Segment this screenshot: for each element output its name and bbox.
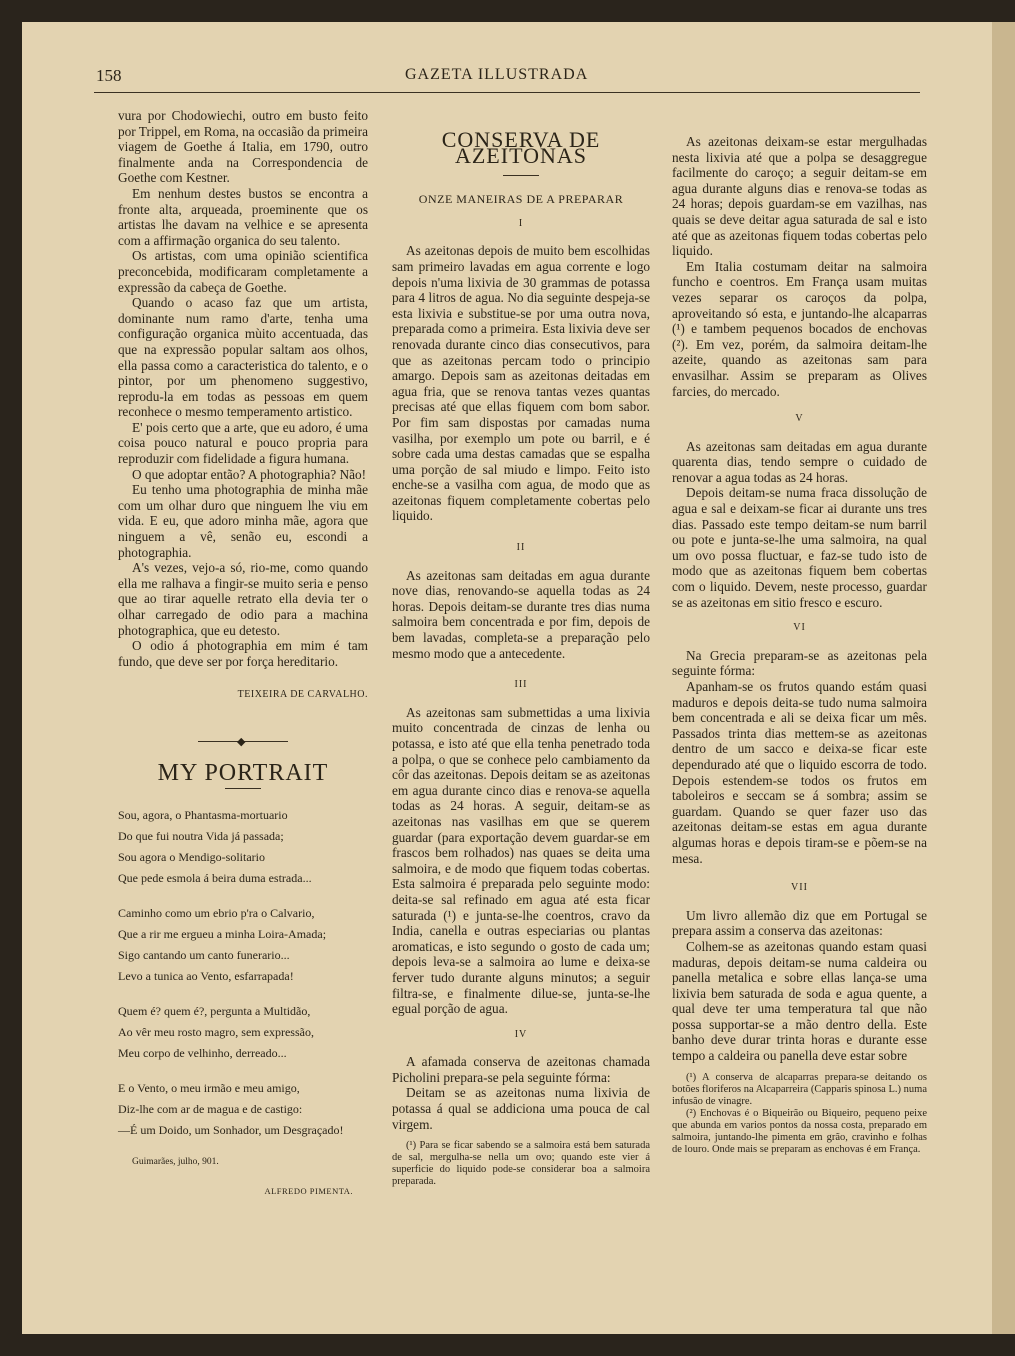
paragraph: As azeitonas deixam-se estar mergulhadas nesta lixivia até que a polpa se desaggregue facilmente do caroço; a seguir deitam-se em agua durante alguns dias e renova-se todas as 24 horas; depois guardam-se em vazilhas, nas quais se deve deitar agua saturada de sal e isto até que as azeitonas fiquem todas cobertas pelo liquido. (672, 134, 927, 259)
article-title: CONSERVA DE AZEITONAS (441, 127, 601, 168)
poem-line: Ao vêr meu rosto magro, sem expressão, (118, 1024, 314, 1039)
footnote-text: (¹) A conserva de alcaparras prepara-se deitando os botões floriferos na Alcaparreira (Capparis spinosa L.) numa infusão de vinagre. (672, 1071, 927, 1107)
page-number: 158 (96, 66, 122, 85)
column-left (118, 108, 368, 1200)
section-number: VI (793, 622, 806, 634)
section-number: I (518, 217, 524, 229)
poem-line: Do que fui noutra Vida já passada; (118, 828, 284, 843)
paragraph: As azeitonas depois de muito bem escolhidas sam primeiro lavadas em agua corrente e logo depois n'uma lixivia de 30 grammas de potassa para 4 litros de agua. No dia seguinte despeja-se esta lixivia e substitue-se por uma outra nova, preparada como a primeira. Esta lixivia deve ser renovada durante cinco dias consecutivos, para que as azeitonas percam todo o principio amargo. Depois sam as azeitonas deitadas em agua fria, que se renova tantas vezes quantas precisas até que ellas fiquem com bom sabor. Por fim sam dispostas por camadas numa vasilha, por exemplo um pote ou barril, e é sobre cada uma destas camadas que se espalha uma porção de sal miudo e limpo. Feito isto enche-se a vasilha com agua, de modo que as azeitonas fiquem completamente cobertas pelo liquido. (392, 243, 650, 524)
newspaper-page (22, 22, 992, 1334)
poem (118, 805, 368, 1141)
paragraph: O que adoptar então? A photographia? Não! (132, 466, 367, 482)
section-number: VII (791, 882, 808, 894)
diamond-icon: ◆ (237, 735, 246, 748)
paragraph: Deitam se as azeitonas numa lixivia de potassa á qual se addiciona uma pouca de cal virgem. (392, 1085, 650, 1132)
poem-place-date: Guimarães, julho, 901. (132, 1156, 219, 1167)
poem-line: —É um Doido, um Sonhador, um Desgraçado! (118, 1122, 344, 1137)
title-rule (503, 175, 539, 176)
poem-line: Que a rir me ergueu a minha Loira-Amada; (118, 926, 327, 941)
section-number: V (795, 413, 804, 425)
article-subtitle: ONZE MANEIRAS DE A PREPARAR (418, 192, 624, 207)
paragraph: Os artistas, com uma opinião scientifica preconcebida, modificaram completamente a expressão da cabeça de Goethe. (118, 248, 368, 295)
footnote (392, 1140, 650, 1188)
poem-line: Sigo cantando um canto funerario... (118, 947, 290, 962)
footnotes (672, 1072, 927, 1156)
paragraph: Depois deitam-se numa fraca dissolução de agua e sal e deixam-se ficar ai durante uns tres dias. Passado este tempo deitam-se num barril ou pote e junta-se-lhe uma salmoira, na qual um ovo possa fluctuar, e faz-se tudo isto de modo que as azeitonas fiquem bem cobertas com o liquido. Devem, neste processo, guardar se as azeitonas em sitio fresco e escuro. (672, 485, 927, 610)
poem-line: Sou, agora, o Phantasma-mortuario (118, 807, 288, 822)
poem-stanza (118, 903, 368, 987)
paragraph: Quando o acaso faz que um artista, dominante num ramo d'arte, tenha uma configuração organica mùito accentuada, das que na expressão popular saltam aos olhos, ella passa como a caracteristica do talento, e o pintor, por um phenomeno suggestivo, reprodu-la em todas as pessoas em quem reconhece o mesmo temperamento artistico. (118, 295, 368, 420)
title-rule (225, 788, 261, 789)
page-edge (992, 22, 1015, 1334)
poem-stanza (118, 1078, 368, 1141)
poem-title: MY PORTRAIT (157, 759, 329, 786)
paragraph: Um livro allemão diz que em Portugal se prepara assim a conserva das azeitonas: (672, 907, 927, 939)
paragraph: Colhem-se as azeitonas quando estam quasi maduras, depois deitam-se numa caldeira ou panella metalica e sobre ellas lança-se uma lixivia bem saturada de soda e agua quente, a qual deve ter uma temperatura tal que não possa supportar-se a mão dentro della. Este banho deve durar trinta horas e durante esse tempo a caldeira ou panella deve estar sobre (672, 938, 927, 1064)
section-number: IV (514, 1028, 528, 1040)
poem-line: Meu corpo de velhinho, derreado... (118, 1045, 287, 1060)
paragraph: A afamada conserva de azeitonas chamada Picholini prepara-se pela seguinte fórma: (392, 1054, 650, 1085)
paragraph: Em Italia costumam deitar na salmoira funcho e coentros. Em França usam muitas vezes separar os caroços da polpa, aproveitando só esta, e juntando-lhe alcaparras (¹) e tambem pequenos bocados de enchovas (²). Em vez, porém, da salmoira deitam-lhe azeite, quando as azeitonas sam para envasilhar. Assim se preparam as Olives farcies, do mercado. (672, 258, 927, 399)
paragraph: As azeitonas sam submettidas a uma lixivia muito concentrada de cinzas de lenha ou potassa, e isto até que ella tenha penetrado toda a polpa, o que se conhece pelo cambiamento da côr das azeitonas. Depois deitam se as azeitonas em agua durante cinco dias e renova-se aquella todas as 24 horas. A seguir, deitam-se as azeitonas nas vasilhas em que se querem guardar (para exportação devem guardar-se em frascos bem rolhados) nas quaes se deita uma salmoira, e de modo que fiquem todas cobertas. Esta salmoira é preparada pelo seguinte modo: deita-se sal refinado em agua até esta ficar saturada (¹) e junta-se-lhe coentros, cravo da India, canella e outras especiarias ou plantas aromaticas, e isto segundo o gosto de cada um; depois leva-se a salmoira ao lume e deixa-se ferver tudo durante alguns minutos; a seguir filtra-se, e finalmente dilue-se, junta-se-lhe egual porção de agua. (392, 704, 650, 1017)
poem-stanza (118, 805, 368, 889)
paragraph: As azeitonas sam deitadas em agua durante quarenta dias, tendo sempre o cuidado de renovar a agua todas as 24 horas. (672, 438, 927, 485)
paragraph: As azeitonas sam deitadas em agua durante nove dias, renovando-se aquella todas as 24 horas. Depois deitam-se durante tres dias numa salmoira bem concentrada e por fim, depois de bem lavadas, completa-se a preparação pelo mesmo modo que a antecedente. (392, 567, 650, 661)
poem-stanza (118, 1001, 368, 1064)
poem-line: Levo a tunica ao Vento, esfarrapada! (118, 968, 294, 983)
section-number: II (516, 542, 526, 554)
paragraph: Eu tenho uma photographia de minha mãe com um olhar duro que ninguem lhe viu em vida. E eu, que adoro minha mãe, agora que ninguem a vê, senão eu, escondi a photographia. (118, 482, 368, 560)
poem-line: Diz-lhe com ar de magua e de castigo: (118, 1101, 303, 1116)
header-rule (94, 92, 920, 93)
paragraph: A's vezes, vejo-a só, rio-me, como quando ella me ralhava a fingir-se muito seria e penso que ao tirar aquelle retrato ella devia ter o olhar carregado de odio para a machina photographica, que eu detesto. (118, 560, 368, 638)
paragraph: O odio á photographia em mim é tam fundo, que deve ser por força hereditario. (118, 638, 368, 669)
poem-line: Que pede esmola á beira duma estrada... (118, 870, 312, 885)
poem-author: ALFREDO PIMENTA. (264, 1186, 353, 1197)
column-right (672, 134, 927, 1156)
paragraph: vura por Chodowiechi, outro em busto feito por Trippel, em Roma, na occasião da primeira viagem de Goethe á Italia, em 1790, outro finalmente anda na Correspondencia de Goethe com Kestner. (118, 108, 368, 186)
paragraph: Em nenhum destes bustos se encontra a fronte alta, arqueada, proeminente que os artistas lhe davam na velhice e se apresenta com a affirmação organica do seu talento. (118, 185, 368, 248)
footnote-text: (²) Enchovas é o Biqueirão ou Biqueiro, pequeno peixe que abunda em varios pontos da nossa costa, preparado em salmoira, juntando-lhe pimenta em grão, cravinho e folhas de louro. Onde mais se preparam as enchovas é em França. (672, 1107, 927, 1155)
ornament-divider (198, 735, 288, 748)
paragraph: Na Grecia preparam-se as azeitonas pela seguinte fórma: (672, 647, 927, 679)
poem-line: Sou agora o Mendigo-solitario (118, 849, 265, 864)
paragraph: Apanham-se os frutos quando estám quasi maduros e depois deita-se tudo numa salmoira bem concentrada e ali se deixa ficar um mês. Passados trinta dias mettem-se as azeitonas dentro de um sacco e deixa-se ficar este dependurado até que o liquido escorra de todo. Depois estendem-se todos os frutos em taboleiros e seccam se á sombra; assim se guardam. Quando se quer fazer uso das azeitonas deitam-se estas em agua durante algumas horas e depois tiram-se e põem-se na mesa. (672, 679, 927, 866)
column-middle (392, 108, 650, 1188)
poem-line: E o Vento, o meu irmão e meu amigo, (118, 1080, 300, 1095)
poem-line: Quem é? quem é?, pergunta a Multidão, (118, 1003, 311, 1018)
footnote-text: (¹) Para se ficar sabendo se a salmoira está bem saturada de sal, mergulha-se nella um ovo; quando este vier á superficie do liquido pode-se considerar boa a salmoira preparada. (392, 1140, 650, 1188)
section-number: III (514, 679, 528, 691)
poem-line: Caminho como um ebrio p'ra o Calvario, (118, 905, 315, 920)
signature: TEIXEIRA DE CARVALHO. (237, 689, 368, 701)
paragraph: E' pois certo que a arte, que eu adoro, é uma coisa pouco natural e pouco propria para reproduzir com fidelidade a figura humana. (118, 419, 368, 467)
masthead-title: GAZETA ILLUSTRADA (405, 66, 589, 83)
